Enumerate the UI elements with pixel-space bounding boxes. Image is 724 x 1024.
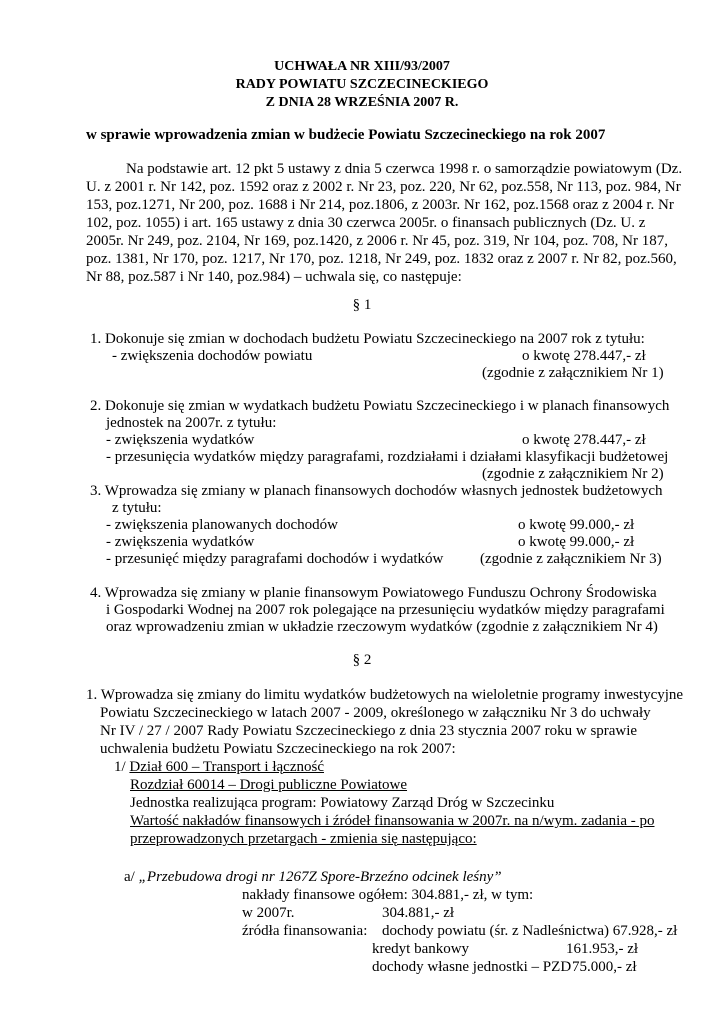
item-amount: o kwotę 278.447,- zł (522, 432, 646, 448)
task-line (124, 868, 502, 886)
funding-source-label: kredyt bankowy (372, 941, 470, 957)
item-label: - przesunięć między paragrafami dochodów i wydatków (106, 551, 444, 567)
point-text: Powiatu Szczecineckiego w latach 2007 - 2009, określonego w załączniku Nr 3 do uchwały (100, 705, 651, 721)
item-label: - zwiększenia planowanych dochodów (106, 517, 339, 533)
section-1-heading: § 1 (352, 297, 372, 313)
year-label: w 2007r. (242, 905, 295, 921)
point-text: 4. Wprowadza się zmiany w planie finansowym Powiatowego Funduszu Ochrony Środowiska (90, 585, 657, 601)
point-text: 1. Wprowadza się zmiany do limitu wydatków budżetowych na wieloletnie programy inwestycyjne (86, 687, 684, 703)
resolution-number: UCHWAŁA NR XIII/93/2007 (274, 59, 450, 74)
total-outlays: nakłady finansowe ogółem: 304.881,- zł, w tym: (242, 887, 534, 903)
chapter-title: Rozdział 60014 – Drogi publiczne Powiatowe (130, 777, 408, 793)
preamble-line: 102, poz. 1055) i art. 165 ustawy z dnia 30 czerwca 2005r. o finansach publicznych (Dz. U. z (86, 215, 646, 231)
task-name: „Przebudowa drogi nr 1267Z Spore-Brzeźno odcinek leśny” (138, 869, 502, 885)
item-label: - zwiększenia dochodów powiatu (112, 348, 313, 364)
implementing-unit: Jednostka realizująca program: Powiatowy Zarząd Dróg w Szczecinku (130, 795, 555, 811)
division-line (114, 758, 324, 776)
point-text: z tytułu: (112, 500, 162, 516)
attachment-reference: (zgodnie z załącznikiem Nr 1) (482, 365, 664, 381)
task-prefix: a/ (124, 869, 139, 885)
point-text: 2. Dokonuje się zmian w wydatkach budżetu Powiatu Szczecineckiego i w planach finansowych (90, 398, 670, 414)
item-label: - zwiększenia wydatków (106, 534, 255, 550)
point-text: jednostek na 2007r. z tytułu: (106, 415, 277, 431)
item-label: - zwiększenia wydatków (106, 432, 255, 448)
funding-heading-line: przeprowadzonych przetargach - zmienia się następująco: (130, 831, 477, 847)
point-text: 3. Wprowadza się zmiany w planach finansowych dochodów własnych jednostek budżetowych (90, 483, 663, 499)
point-text: Nr IV / 27 / 2007 Rady Powiatu Szczecineckiego z dnia 23 stycznia 2007 roku w sprawie (100, 723, 638, 739)
item-label: - przesunięcia wydatków między paragrafami, rozdziałami i działami klasyfikacji budżetowej (106, 449, 669, 465)
preamble-line: 2005r. Nr 249, poz. 2104, Nr 169, poz.1420, z 2006 r. Nr 45, poz. 319, Nr 104, poz. 708, Nr 187, (86, 233, 669, 249)
section-2-heading: § 2 (352, 652, 372, 668)
preamble-line: 153, poz.1271, Nr 200, poz. 1688 i Nr 214, poz.1806, z 2003r. Nr 162, poz.1568 oraz z 2004 r. Nr (86, 197, 674, 213)
item-amount: o kwotę 99.000,- zł (518, 534, 635, 550)
point-text: oraz wprowadzeniu zmian w układzie rzeczowym wydatków (zgodnie z załącznikiem Nr 4) (106, 619, 658, 635)
division-title: Dział 600 – Transport i łączność (129, 759, 324, 775)
preamble-line: U. z 2001 r. Nr 142, poz. 1592 oraz z 2002 r. Nr 23, poz. 220, Nr 62, poz.558, Nr 113, poz. 984, Nr (86, 179, 681, 195)
funding-source-label: dochody własne jednostki – PZD (372, 959, 572, 975)
preamble-line: poz. 1381, Nr 170, poz. 1217, Nr 170, poz. 1218, Nr 249, poz. 1832 oraz z 2007 r. Nr 82, poz.560, (86, 251, 677, 267)
council-name: RADY POWIATU SZCZECINECKIEGO (235, 77, 489, 92)
funding-heading-line: Wartość nakładów finansowych i źródeł finansowania w 2007r. na n/wym. zadania - po (130, 813, 655, 829)
preamble-line: Na podstawie art. 12 pkt 5 ustawy z dnia 5 czerwca 1998 r. o samorządzie powiatowym (Dz. (126, 161, 683, 177)
resolution-date: Z DNIA 28 WRZEŚNIA 2007 R. (265, 95, 459, 110)
funding-source-amount: 161.953,- zł (566, 941, 639, 957)
funding-source: dochody powiatu (śr. z Nadleśnictwa) 67.928,- zł (382, 923, 678, 939)
funding-sources-label: źródła finansowania: (242, 923, 368, 939)
division-prefix: 1/ (114, 759, 130, 775)
item-amount: o kwotę 278.447,- zł (522, 348, 646, 364)
resolution-subject: w sprawie wprowadzenia zmian w budżecie Powiatu Szczecineckiego na rok 2007 (86, 127, 606, 143)
funding-source-amount: 75.000,- zł (572, 959, 637, 975)
attachment-reference: (zgodnie z załącznikiem Nr 3) (480, 551, 662, 567)
preamble-line: Nr 88, poz.587 i Nr 140, poz.984) – uchwala się, co następuje: (86, 269, 462, 285)
attachment-reference: (zgodnie z załącznikiem Nr 2) (482, 466, 664, 482)
point-text: uchwalenia budżetu Powiatu Szczecineckiego na rok 2007: (100, 741, 456, 757)
point-text: 1. Dokonuje się zmian w dochodach budżetu Powiatu Szczecineckiego na 2007 rok z tytułu: (90, 331, 645, 347)
point-text: i Gospodarki Wodnej na 2007 rok polegające na przesunięciu wydatków między paragrafami (106, 602, 665, 618)
year-value: 304.881,- zł (382, 905, 455, 921)
item-amount: o kwotę 99.000,- zł (518, 517, 635, 533)
